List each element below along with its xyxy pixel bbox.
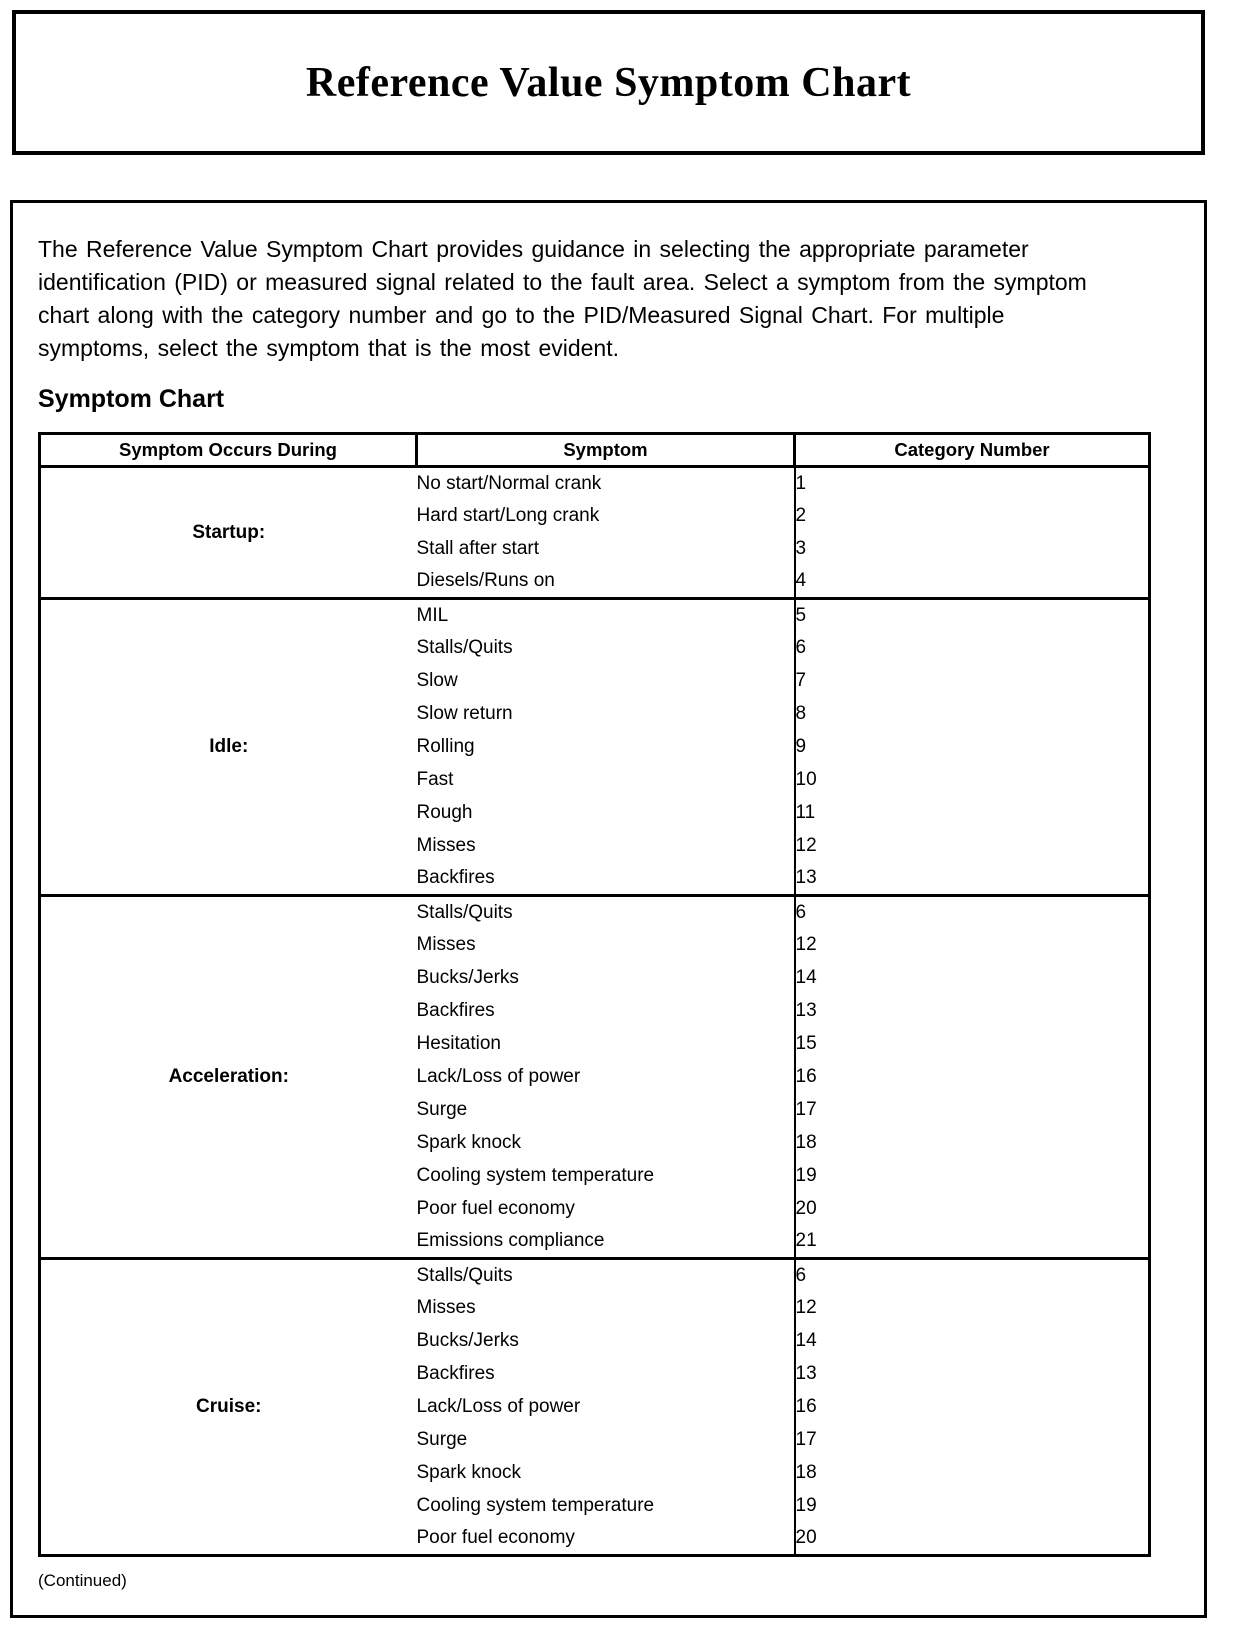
symptom-cell: Misses [416,835,476,856]
symptom-cell: Surge [416,1099,468,1120]
group-label: Cruise: [40,1259,417,1556]
symptom-cell: Stalls/Quits [417,896,795,929]
category-number-cell: 18 [795,1127,1150,1160]
category-number-cell: 13 [795,995,1150,1028]
category-number-cell: 17 [795,1094,1150,1127]
table-row [40,1259,1150,1292]
symptom-cell: Slow return [416,703,513,724]
category-number-cell: 7 [795,665,1150,698]
category-number-cell: 4 [795,566,1150,599]
category-number-cell: 20 [795,1523,1150,1556]
symptom-cell: No start/Normal crank [416,472,602,494]
category-number-cell: 6 [795,1259,1150,1292]
symptom-cell: Bucks/Jerks [416,967,519,988]
symptom-cell: Hesitation [416,1033,501,1054]
category-number-cell: 20 [795,1193,1150,1226]
category-number-cell: 21 [795,1226,1150,1259]
category-number-cell: 3 [795,533,1150,566]
symptom-cell: Lack/Loss of power [416,1396,581,1417]
symptom-cell: Poor fuel economy [416,1527,575,1549]
symptom-cell: Lack/Loss of power [416,1066,581,1087]
category-number-cell: 17 [795,1424,1150,1457]
category-number-cell: 19 [795,1490,1150,1523]
category-number-cell: 13 [795,1358,1150,1391]
category-number-cell: 19 [795,1160,1150,1193]
symptom-chart-heading: Symptom Chart [38,385,225,413]
symptom-group-0 [40,467,1150,599]
category-number-cell: 5 [795,599,1150,632]
column-header-2: Category Number [795,434,1150,467]
category-number-cell: 14 [795,1325,1150,1358]
category-number-cell: 11 [795,797,1150,830]
symptom-cell: Misses [416,934,476,955]
symptom-cell: Stalls/Quits [416,637,513,658]
symptom-cell: Backfires [416,1363,495,1384]
category-number-cell: 16 [795,1391,1150,1424]
column-header-0: Symptom Occurs During [40,434,417,467]
intro-paragraph: The Reference Value Symptom Chart provides guidance in selecting the appropriate parameter identification (PID) or measured signal related to the fault area. Select a symptom from the symptom chart along with the category number and go to the PID/Measured Signal Chart. For multiple symptoms, select the symptom that is the most evident. [38,236,1087,361]
category-number-cell: 13 [795,863,1150,896]
page-title: Reference Value Symptom Chart [305,59,912,106]
symptom-cell: Backfires [416,1000,495,1021]
symptom-cell: Rolling [416,736,475,757]
table-row [40,599,1150,632]
category-number-cell: 12 [795,1292,1150,1325]
category-number-cell: 16 [795,1061,1150,1094]
symptom-cell: Slow [416,670,458,691]
symptom-cell: Stall after start [416,538,539,559]
group-label: Acceleration: [40,896,417,1259]
category-number-cell: 1 [795,467,1150,500]
title-box [12,10,1205,155]
category-number-cell: 10 [795,764,1150,797]
category-number-cell: 14 [795,962,1150,995]
continued-note: (Continued) [38,1571,127,1590]
symptom-cell: Surge [416,1429,468,1450]
symptom-cell: Fast [416,769,454,790]
symptom-table [38,432,1151,1557]
symptom-cell: Spark knock [416,1132,522,1153]
symptom-cell: Misses [416,1297,476,1318]
category-number-cell: 9 [795,731,1150,764]
symptom-group-3 [40,1259,1150,1556]
content-box [10,200,1207,1618]
category-number-cell: 8 [795,698,1150,731]
symptom-cell: Cooling system temperature [416,1165,655,1186]
category-number-cell: 12 [795,929,1150,962]
symptom-cell: Diesels/Runs on [416,570,555,592]
symptom-group-2 [40,896,1150,1259]
category-number-cell: 6 [795,896,1150,929]
symptom-cell: Rough [416,802,473,823]
symptom-cell: Cooling system temperature [416,1495,655,1516]
symptom-cell: Poor fuel economy [416,1198,575,1219]
table-row [40,467,1150,500]
table-header-row [40,434,1150,467]
group-label: Idle: [40,599,417,896]
category-number-cell: 6 [795,632,1150,665]
symptom-cell: MIL [417,599,795,632]
symptom-group-1 [40,599,1150,896]
symptom-cell: Bucks/Jerks [416,1330,519,1351]
group-label: Startup: [192,521,266,543]
column-header-1: Symptom [417,434,795,467]
table-row [40,896,1150,929]
symptom-cell: Backfires [416,867,495,889]
symptom-cell: Spark knock [416,1462,522,1483]
category-number-cell: 2 [795,500,1150,533]
symptom-cell: Stalls/Quits [417,1259,795,1292]
category-number-cell: 12 [795,830,1150,863]
category-number-cell: 18 [795,1457,1150,1490]
symptom-cell: Hard start/Long crank [416,505,600,526]
symptom-cell: Emissions compliance [416,1230,605,1252]
category-number-cell: 15 [795,1028,1150,1061]
